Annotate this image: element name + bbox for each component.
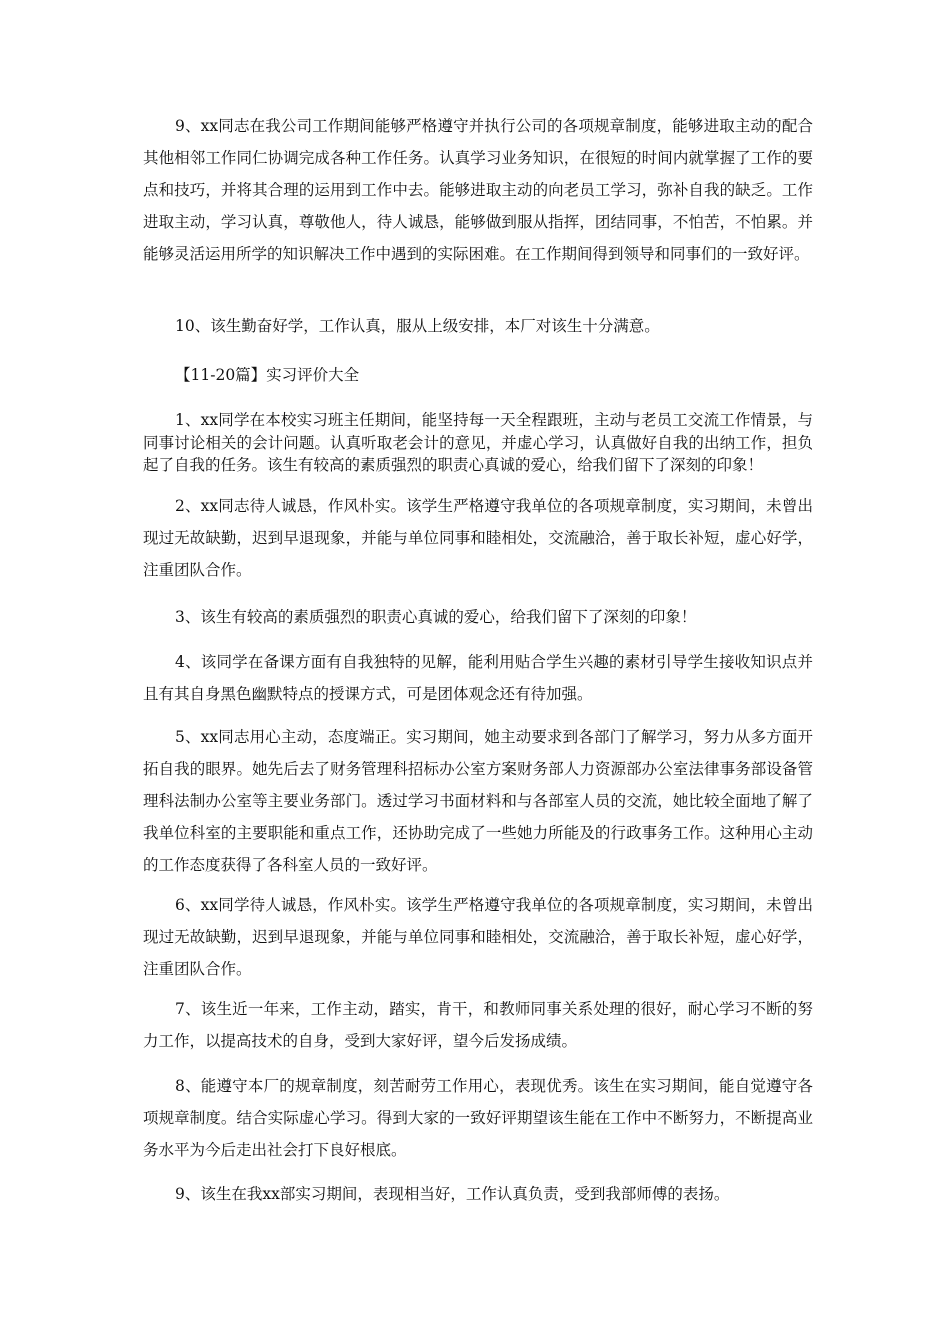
paragraph-5: 5、xx同志用心主动，态度端正。实习期间，她主动要求到各部门了解学习，努力从多方面开拓自我的眼界。她先后去了财务管理科招标办公室方案财务部人力资源部办公室法律事务部设备管理科法制办公室等主要业务部门。透过学习书面材料和与各部室人员的交流，她比较全面地了解了我单位科室的主要职能和重点工作，还协助完成了一些她力所能及的行政事务工作。这种用心主动的工作态度获得了各科室人员的一致好评。: [143, 728, 813, 874]
paragraph-2: 2、xx同志待人诚恳，作风朴实。该学生严格遵守我单位的各项规章制度，实习期间，未曾出现过无故缺勤，迟到早退现象，并能与单位同事和睦相处，交流融洽，善于取长补短，虚心好学，注重团队合作。: [143, 497, 813, 579]
paragraph-7: 7、该生近一年来，工作主动，踏实，肯干，和教师同事关系处理的很好，耐心学习不断的努力工作，以提高技术的自身，受到大家好评，望今后发扬成绩。: [143, 1000, 813, 1050]
paragraph-1: 1、xx同学在本校实习班主任期间，能坚持每一天全程跟班，主动与老员工交流工作情景，与同事讨论相关的会计问题。认真听取老会计的意见，并虚心学习，认真做好自我的出纳工作，担负起了自我的任务。该生有较高的素质强烈的职责心真诚的爱心，给我们留下了深刻的印象！: [143, 411, 813, 474]
paragraph-8: 8、能遵守本厂的规章制度，刻苦耐劳工作用心，表现优秀。该生在实习期间，能自觉遵守各项规章制度。结合实际虚心学习。得到大家的一致好评期望该生能在工作中不断努力，不断提高业务水平为今后走出社会打下良好根底。: [143, 1077, 813, 1159]
paragraph-6: 6、xx同学待人诚恳，作风朴实。该学生严格遵守我单位的各项规章制度，实习期间，未曾出现过无故缺勤，迟到早退现象，并能与单位同事和睦相处，交流融洽，善于取长补短，虚心好学，注重团队合作。: [143, 896, 813, 978]
paragraph-9-second-list: 9、该生在我xx部实习期间，表现相当好，工作认真负责，受到我部师傅的表扬。: [175, 1185, 730, 1203]
paragraph-4: 4、该同学在备课方面有自我独特的见解，能利用贴合学生兴趣的素材引导学生接收知识点并且有其自身黑色幽默特点的授课方式，可是团体观念还有待加强。: [143, 653, 813, 703]
section-heading: 【11-20篇】实习评价大全: [175, 366, 360, 384]
paragraph-9-first-list: 9、xx同志在我公司工作期间能够严格遵守并执行公司的各项规章制度，能够进取主动的配合其他相邻工作同仁协调完成各种工作任务。认真学习业务知识，在很短的时间内就掌握了工作的要点和技巧，并将其合理的运用到工作中去。能够进取主动的向老员工学习，弥补自我的缺乏。工作进取主动，学习认真，尊敬他人，待人诚恳，能够做到服从指挥，团结同事，不怕苦，不怕累。并能够灵活运用所学的知识解决工作中遇到的实际困难。在工作期间得到领导和同事们的一致好评。: [143, 117, 813, 263]
paragraph-3: 3、该生有较高的素质强烈的职责心真诚的爱心，给我们留下了深刻的印象！: [175, 608, 697, 626]
paragraph-10-first-list: 10、该生勤奋好学，工作认真，服从上级安排，本厂对该生十分满意。: [175, 317, 660, 335]
